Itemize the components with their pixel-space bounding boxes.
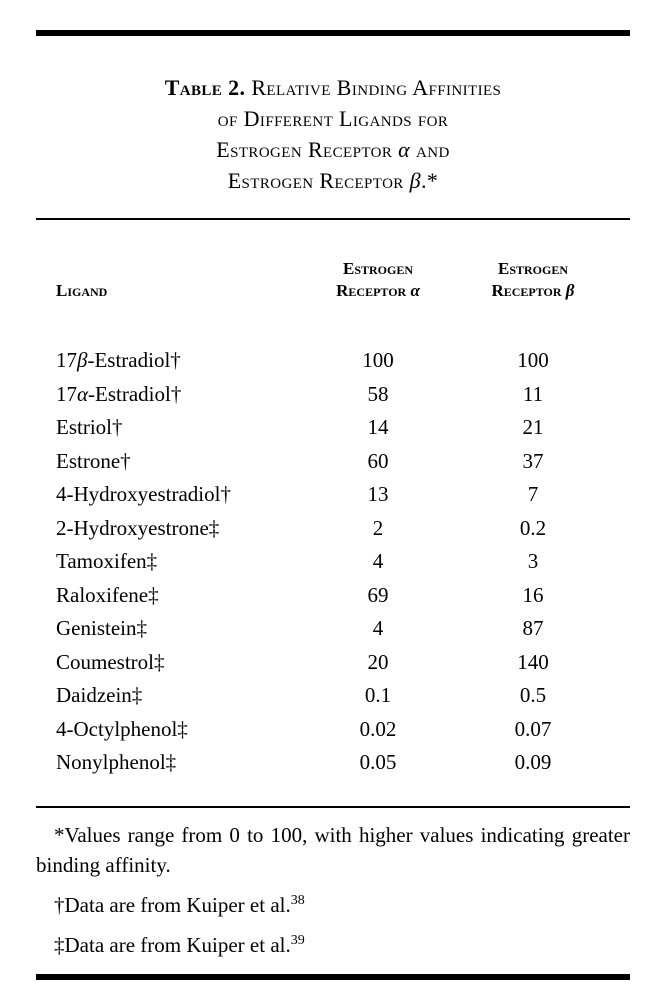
footnote-asterisk-text: *Values range from 0 to 100, with higher values indicating greater binding affinity. (36, 822, 630, 877)
footnote-double-dagger-text: ‡Data are from Kuiper et al. (54, 932, 291, 957)
title-line-2: of Different Ligands for (217, 106, 449, 131)
ligand-cell: 17α-Estradiol† (56, 381, 182, 406)
ligand-cell: Nonylphenol‡ (56, 750, 177, 774)
er-beta-value: 16 (522, 582, 544, 607)
greek-letter: β (409, 168, 421, 193)
column-header-er-beta (436, 258, 630, 302)
greek-letter: α (410, 281, 420, 300)
ligand-cell: 17β-Estradiol† (56, 348, 181, 372)
footnote-double-dagger (36, 930, 630, 960)
er-beta-value: 3 (527, 549, 539, 573)
er-alpha-value: 0.02 (359, 716, 397, 741)
rule-under-title (36, 218, 630, 220)
ligand-cell: Coumestrol‡ (56, 649, 165, 674)
rule-above-footnotes (36, 806, 630, 808)
ligand-cell: Raloxifene‡ (56, 582, 159, 607)
reference-number-39: 39 (290, 932, 305, 948)
footnote-asterisk (36, 820, 630, 880)
greek-letter: α (77, 381, 89, 406)
footnote-dagger-text: †Data are from Kuiper et al. (54, 892, 291, 917)
ligand-cell: Daidzein‡ (56, 683, 143, 707)
er-alpha-value: 60 (367, 448, 389, 473)
ligand-cell: Tamoxifen‡ (56, 549, 158, 573)
header-line-estrogen: Estrogen (497, 259, 569, 278)
table-body (36, 344, 630, 780)
header-line-receptor-alpha: Receptor α (336, 281, 420, 300)
er-beta-value: 21 (522, 415, 544, 439)
ligand-cell: Estriol† (56, 415, 123, 439)
er-beta-value: 7 (527, 482, 539, 506)
footnote-dagger (36, 890, 630, 920)
er-beta-value: 11 (522, 381, 544, 406)
er-alpha-value: 4 (372, 549, 384, 573)
greek-letter: β (565, 281, 575, 300)
header-line-estrogen: Estrogen (342, 259, 414, 278)
table-header-row (36, 258, 630, 302)
footnotes (36, 820, 630, 960)
ligand-cell: 4-Hydroxyestradiol† (56, 482, 231, 506)
greek-letter: β (77, 348, 88, 372)
top-heavy-rule (36, 30, 630, 36)
column-header-ligand: Ligand (56, 281, 108, 300)
title-text-1: Relative Binding Affinities (251, 75, 502, 100)
ligand-cell: 2-Hydroxyestrone‡ (56, 515, 220, 540)
er-beta-value: 0.5 (519, 683, 547, 707)
er-beta-value: 100 (517, 348, 549, 372)
er-alpha-value: 69 (367, 582, 389, 607)
er-alpha-value: 100 (362, 348, 394, 372)
er-alpha-value: 4 (372, 616, 384, 640)
header-line-receptor-beta: Receptor β (491, 281, 575, 300)
reference-number-38: 38 (290, 892, 305, 908)
er-alpha-value: 20 (367, 649, 389, 674)
er-beta-value: 37 (522, 448, 544, 473)
greek-letter: α (398, 137, 411, 162)
title-line-4: Estrogen Receptor β.* (227, 168, 439, 193)
ligand-cell: Estrone† (56, 448, 131, 473)
title-line-1 (36, 72, 630, 103)
er-alpha-value: 58 (367, 381, 389, 406)
er-alpha-value: 0.1 (364, 683, 392, 707)
er-beta-value: 87 (522, 616, 544, 640)
table-number-label: Table 2. (164, 75, 246, 100)
er-beta-value: 0.09 (514, 750, 552, 774)
er-beta-value: 140 (517, 649, 549, 674)
er-alpha-value: 13 (367, 482, 389, 506)
ligand-cell: 4-Octylphenol‡ (56, 716, 188, 741)
table-title (36, 72, 630, 196)
er-beta-value: 0.2 (519, 515, 547, 540)
er-alpha-value: 0.05 (359, 750, 397, 774)
er-alpha-value: 14 (367, 415, 389, 439)
title-line-3: Estrogen Receptor α and (216, 137, 450, 162)
ligand-cell: Genistein‡ (56, 616, 147, 640)
er-alpha-value: 2 (372, 515, 384, 540)
column-header-er-alpha (320, 258, 436, 302)
er-beta-value: 0.07 (514, 716, 552, 741)
bottom-heavy-rule (36, 974, 630, 980)
